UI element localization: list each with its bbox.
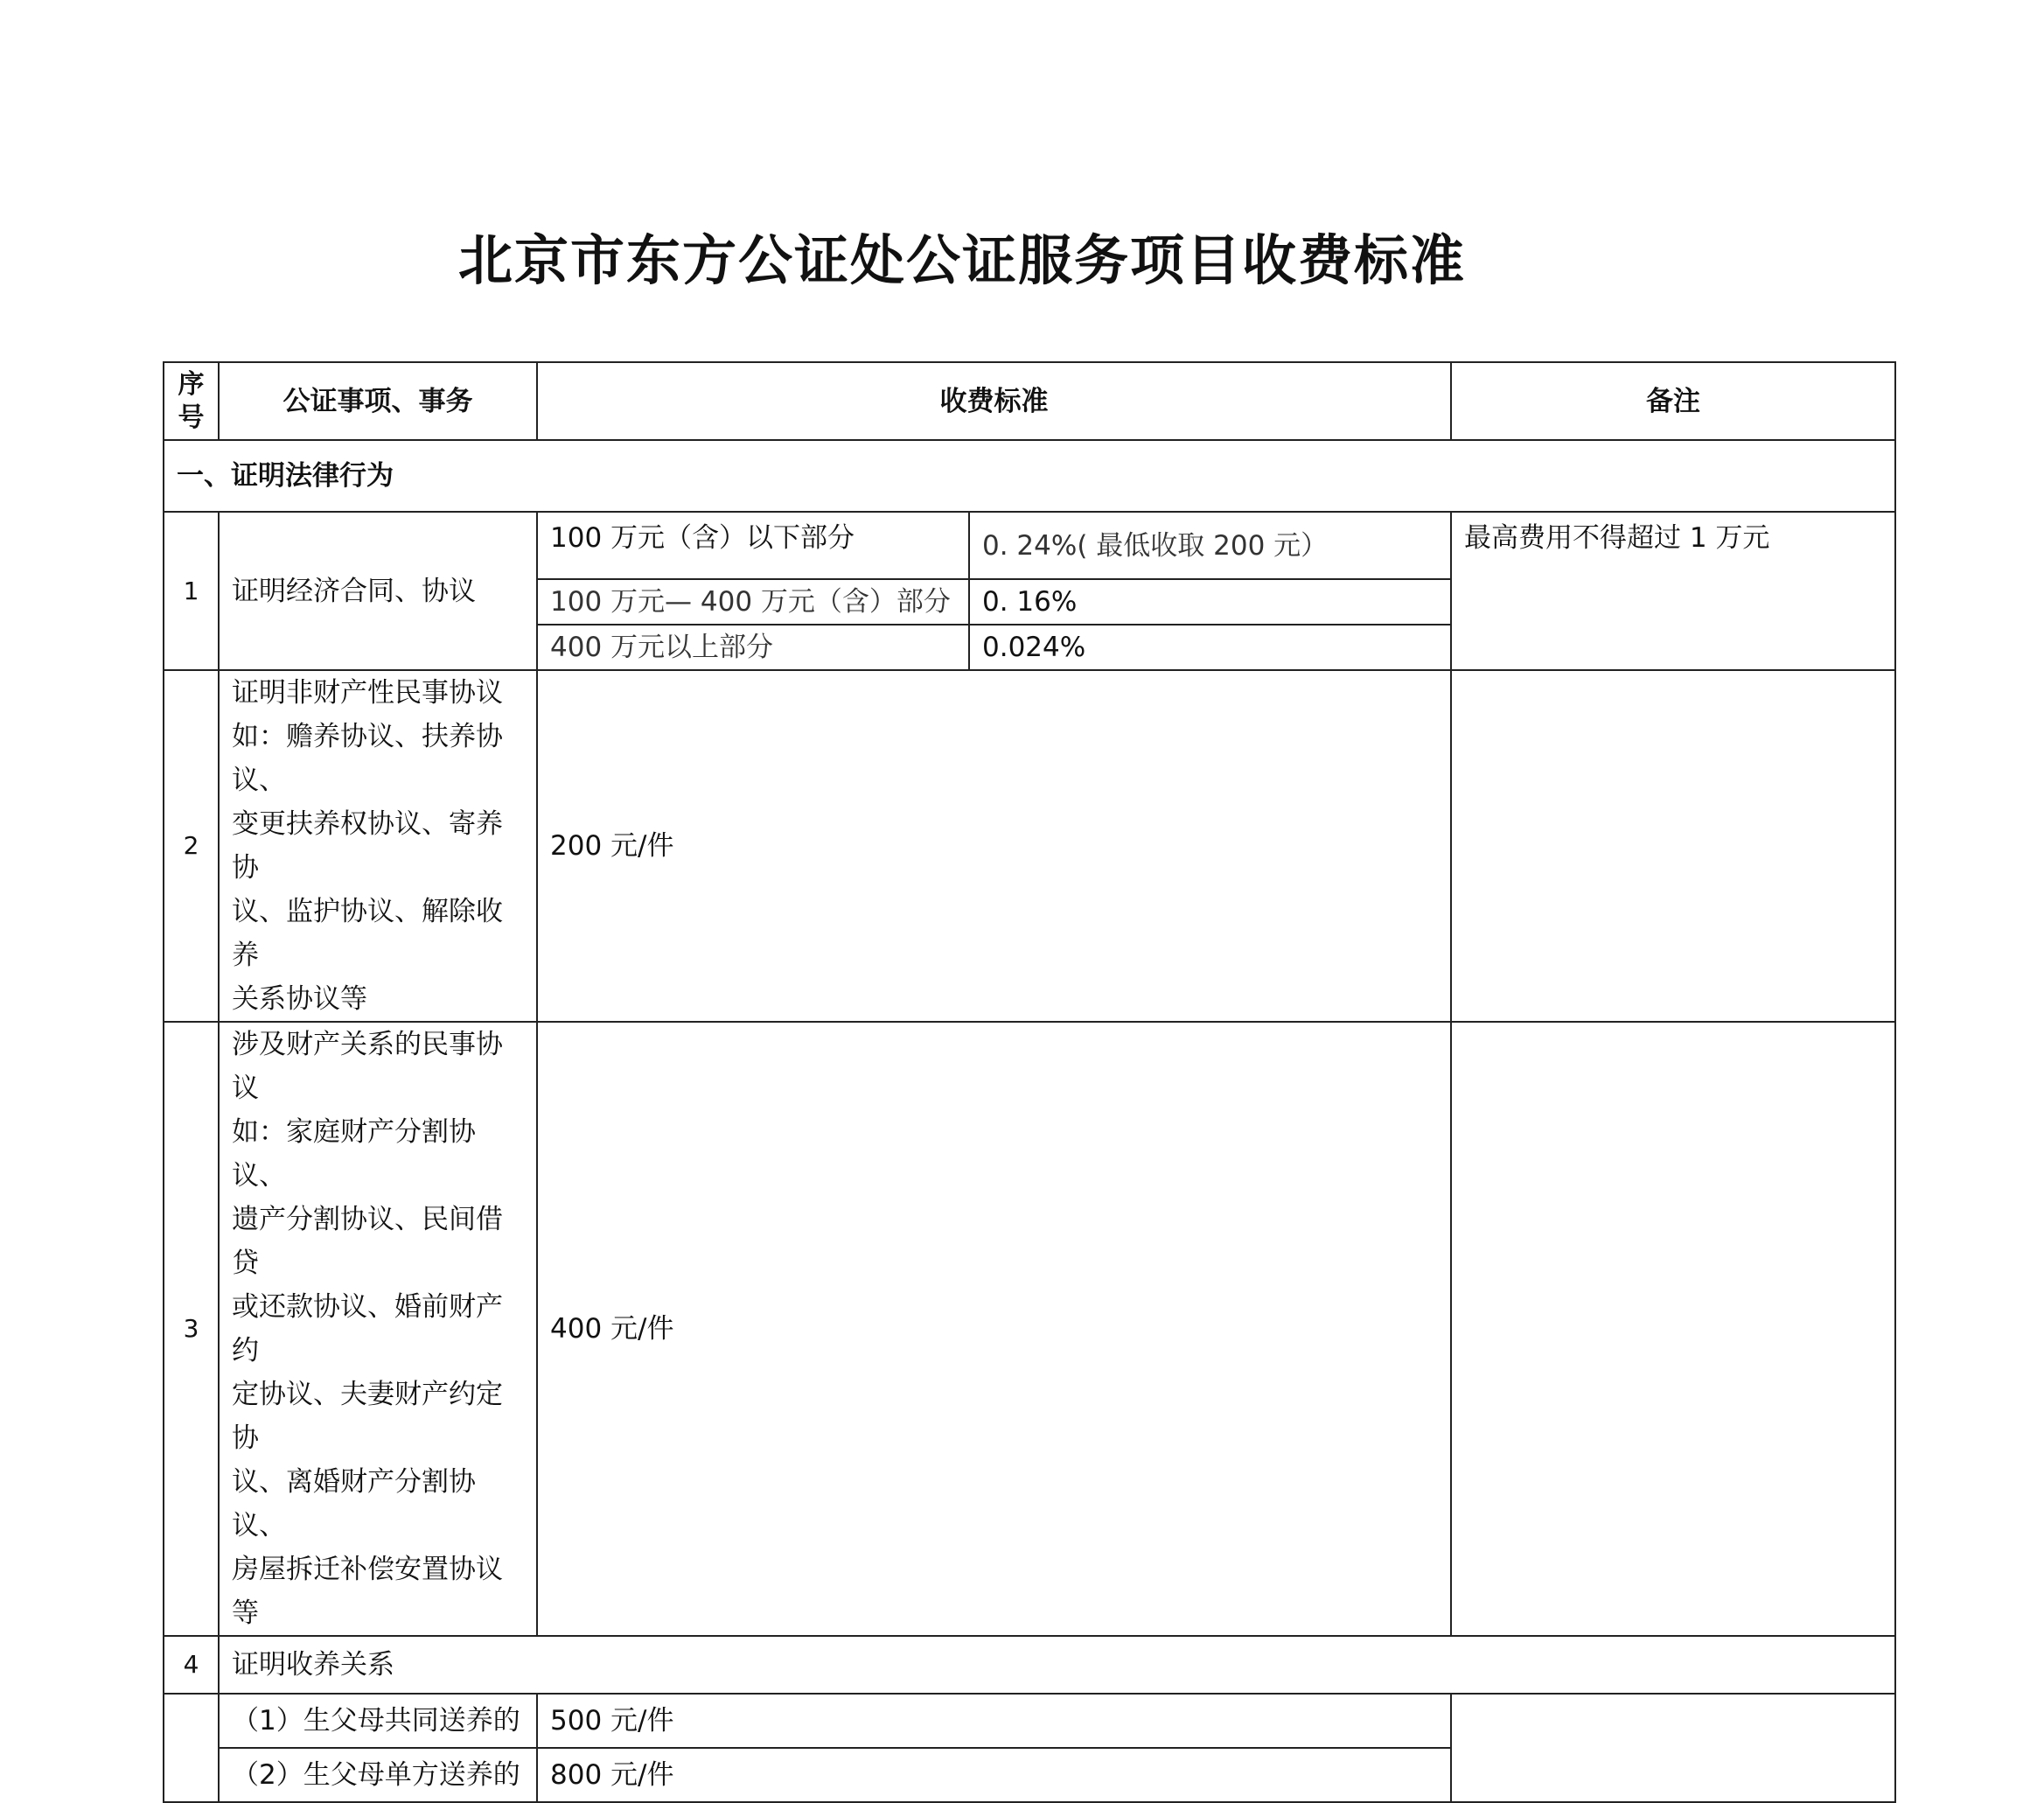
table-row bbox=[164, 1694, 1895, 1748]
header-fee: 收费标准 bbox=[537, 362, 1451, 440]
table-header-row bbox=[164, 362, 1895, 440]
tier-range: 100 万元— 400 万元（含）部分 bbox=[537, 579, 969, 625]
page-title: 北京市东方公证处公证服务项目收费标准 bbox=[457, 228, 1466, 292]
sub-item: （1）生父母共同送养的 bbox=[219, 1694, 537, 1748]
table-row bbox=[164, 1022, 1895, 1636]
fee-table bbox=[163, 361, 1896, 1803]
tier-rate: 0. 24%( 最低收取 200 元） bbox=[969, 512, 1451, 579]
row-seq: 3 bbox=[164, 1022, 219, 1636]
table-row bbox=[164, 670, 1895, 1022]
table-row bbox=[164, 1636, 1895, 1694]
tier-range: 100 万元（含）以下部分 bbox=[537, 512, 969, 579]
sub-fee: 500 元/件 bbox=[537, 1694, 1451, 1748]
sub-fee: 800 元/件 bbox=[537, 1748, 1451, 1802]
header-remark: 备注 bbox=[1451, 362, 1895, 440]
tier-rate: 0.024% bbox=[969, 625, 1451, 670]
row-item: 证明收养关系 bbox=[219, 1636, 1895, 1694]
header-seq: 序 号 bbox=[164, 362, 219, 440]
row-seq: 2 bbox=[164, 670, 219, 1022]
header-item: 公证事项、事务 bbox=[219, 362, 537, 440]
row-remark bbox=[1451, 1022, 1895, 1636]
row-seq: 1 bbox=[164, 512, 219, 670]
tier-rate: 0. 16% bbox=[969, 579, 1451, 625]
row-item: 证明经济合同、协议 bbox=[219, 512, 537, 670]
tier-range: 400 万元以上部分 bbox=[537, 625, 969, 670]
row-remark bbox=[1451, 1694, 1895, 1802]
section-title: 一、证明法律行为 bbox=[164, 440, 1895, 512]
row-fee: 200 元/件 bbox=[537, 670, 1451, 1022]
row-remark bbox=[1451, 670, 1895, 1022]
row-item: 证明非财产性民事协议 如：赡养协议、扶养协议、 变更扶养权协议、寄养协 议、监护协议、解除收养 关系协议等 bbox=[219, 670, 537, 1022]
row-seq: 4 bbox=[164, 1636, 219, 1694]
table-row bbox=[164, 512, 1895, 579]
row-item: 涉及财产关系的民事协议 如：家庭财产分割协议、 遗产分割协议、民间借贷 或还款协议、婚前财产约 定协议、夫妻财产约定协 议、离婚财产分割协议、 房屋拆迁补偿安置协议等 bbox=[219, 1022, 537, 1636]
section-row bbox=[164, 440, 1895, 512]
row-fee: 400 元/件 bbox=[537, 1022, 1451, 1636]
row-seq-empty bbox=[164, 1694, 219, 1802]
row-remark: 最高费用不得超过 1 万元 bbox=[1451, 512, 1895, 670]
sub-item: （2）生父母单方送养的 bbox=[219, 1748, 537, 1802]
